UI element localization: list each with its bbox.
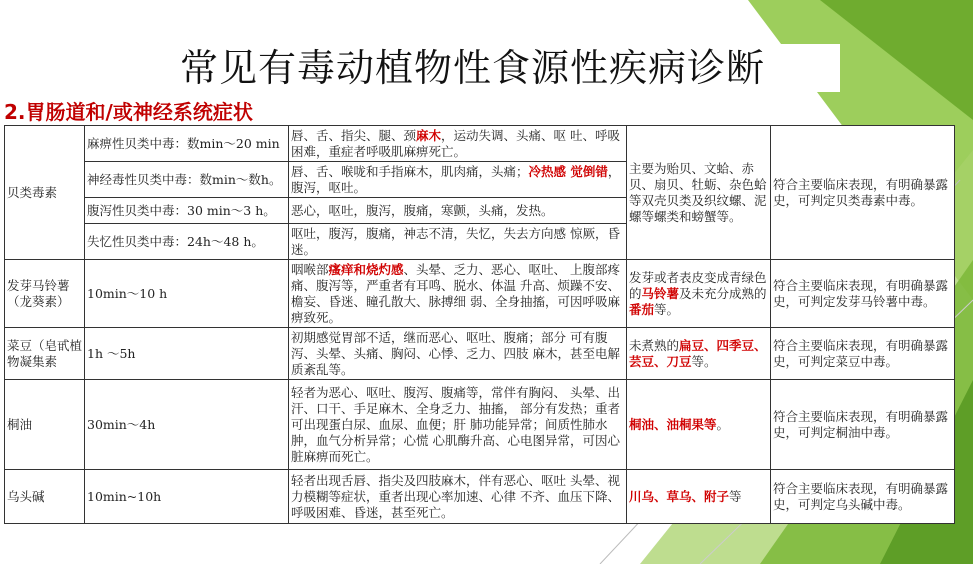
table-row	[5, 380, 955, 470]
diagnosis: 符合主要临床表现，有明确暴露 史，可判定发芽马铃薯中毒。	[771, 260, 955, 328]
suspected-food: 主要为贻贝、文蛤、赤贝、扇贝、牡蛎、杂色蛤等双壳贝类及织纹螺、泥螺等螺类和螃蟹等。	[627, 126, 771, 260]
symptoms: 呕吐，腹泻，腹痛，神志不清，失忆，失去方向感 惊厥，昏迷。	[289, 224, 627, 260]
poison-name: 桐油	[5, 380, 85, 470]
diagnosis: 符合主要临床表现，有明确暴露 史，可判定贝类毒素中毒。	[771, 126, 955, 260]
symptoms: 轻者出现舌唇、指尖及四肢麻木，伴有恶心、呕吐 头晕、视力模糊等症状，重者出现心率加速、心律 不齐、血压下降、呼吸困难、昏迷，甚至死亡。	[289, 470, 627, 524]
diagnosis-table	[4, 125, 955, 524]
onset-time: 腹泻性贝类中毒：30 min～3 h。	[85, 198, 289, 224]
diagnosis: 符合主要临床表现，有明确暴露 史，可判定菜豆中毒。	[771, 328, 955, 380]
slide-title: 常见有毒动植物性食源性疾病诊断	[180, 44, 840, 92]
suspected-food: 未煮熟的扁豆、四季豆、芸豆、刀豆等。	[627, 328, 771, 380]
diagnosis: 符合主要临床表现，有明确暴露 史，可判定桐油中毒。	[771, 380, 955, 470]
onset-time: 10min～10 h	[85, 260, 289, 328]
poison-name: 菜豆（皂甙植物凝集素	[5, 328, 85, 380]
symptoms: 轻者为恶心、呕吐、腹泻、腹痛等，常伴有胸闷、 头晕、出汗、口干、手足麻木、全身乏力、抽搐， 部分有发热；重者可出现蛋白尿、血尿、血便；肝 肺功能异常；间质性肺水肿，血气分析异常；心慌 心肌酶升高、心电图异常，可因心脏麻痹而死亡。	[289, 380, 627, 470]
table-row	[5, 470, 955, 524]
symptoms: 咽喉部瘙痒和烧灼感、头晕、乏力、恶心、呕吐、 上腹部疼痛、腹泻等，严重者有耳鸣、脱水、体温 升高、烦躁不安、檐妄、昏迷、瞳孔散大、脉搏细 弱、全身抽搐，可因呼吸麻痹致死。	[289, 260, 627, 328]
onset-time: 失忆性贝类中毒：24h～48 h。	[85, 224, 289, 260]
poison-name: 发芽马铃薯（龙葵素）	[5, 260, 85, 328]
suspected-food: 桐油、油桐果等。	[627, 380, 771, 470]
symptoms: 唇、舌、指尖、腿、颈麻木，运动失调、头痛、呕 吐、呼吸困难，重症者呼吸肌麻痹死亡。	[289, 126, 627, 162]
poison-name: 乌头碱	[5, 470, 85, 524]
diagnosis: 符合主要临床表现，有明确暴露 史，可判定乌头碱中毒。	[771, 470, 955, 524]
onset-time: 10min~10h	[85, 470, 289, 524]
onset-time: 神经毒性贝类中毒：数min～数h。	[85, 162, 289, 198]
onset-time: 1h ～5h	[85, 328, 289, 380]
table-row	[5, 260, 955, 328]
onset-time: 30min～4h	[85, 380, 289, 470]
symptoms: 唇、舌、喉咙和手指麻木，肌肉痛，头痛；冷热感 觉倒错，腹泻，呕吐。	[289, 162, 627, 198]
symptoms: 恶心，呕吐，腹泻，腹痛，寒颤，头痛，发热。	[289, 198, 627, 224]
table-row	[5, 328, 955, 380]
section-subtitle: 2.胃肠道和/或神经系统症状	[4, 100, 253, 124]
suspected-food: 川乌、草乌、附子等	[627, 470, 771, 524]
symptoms: 初期感觉胃部不适，继而恶心、呕吐、腹痛；部分 可有腹泻、头晕、头痛、胸闷、心悸、乏力、四肢 麻木，甚至电解质紊乱等。	[289, 328, 627, 380]
table-row	[5, 126, 955, 162]
suspected-food: 发芽或者表皮变成青绿色的马铃薯及未充分成熟的番茄等。	[627, 260, 771, 328]
poison-name: 贝类毒素	[5, 126, 85, 260]
onset-time: 麻痹性贝类中毒：数min～20 min	[85, 126, 289, 162]
